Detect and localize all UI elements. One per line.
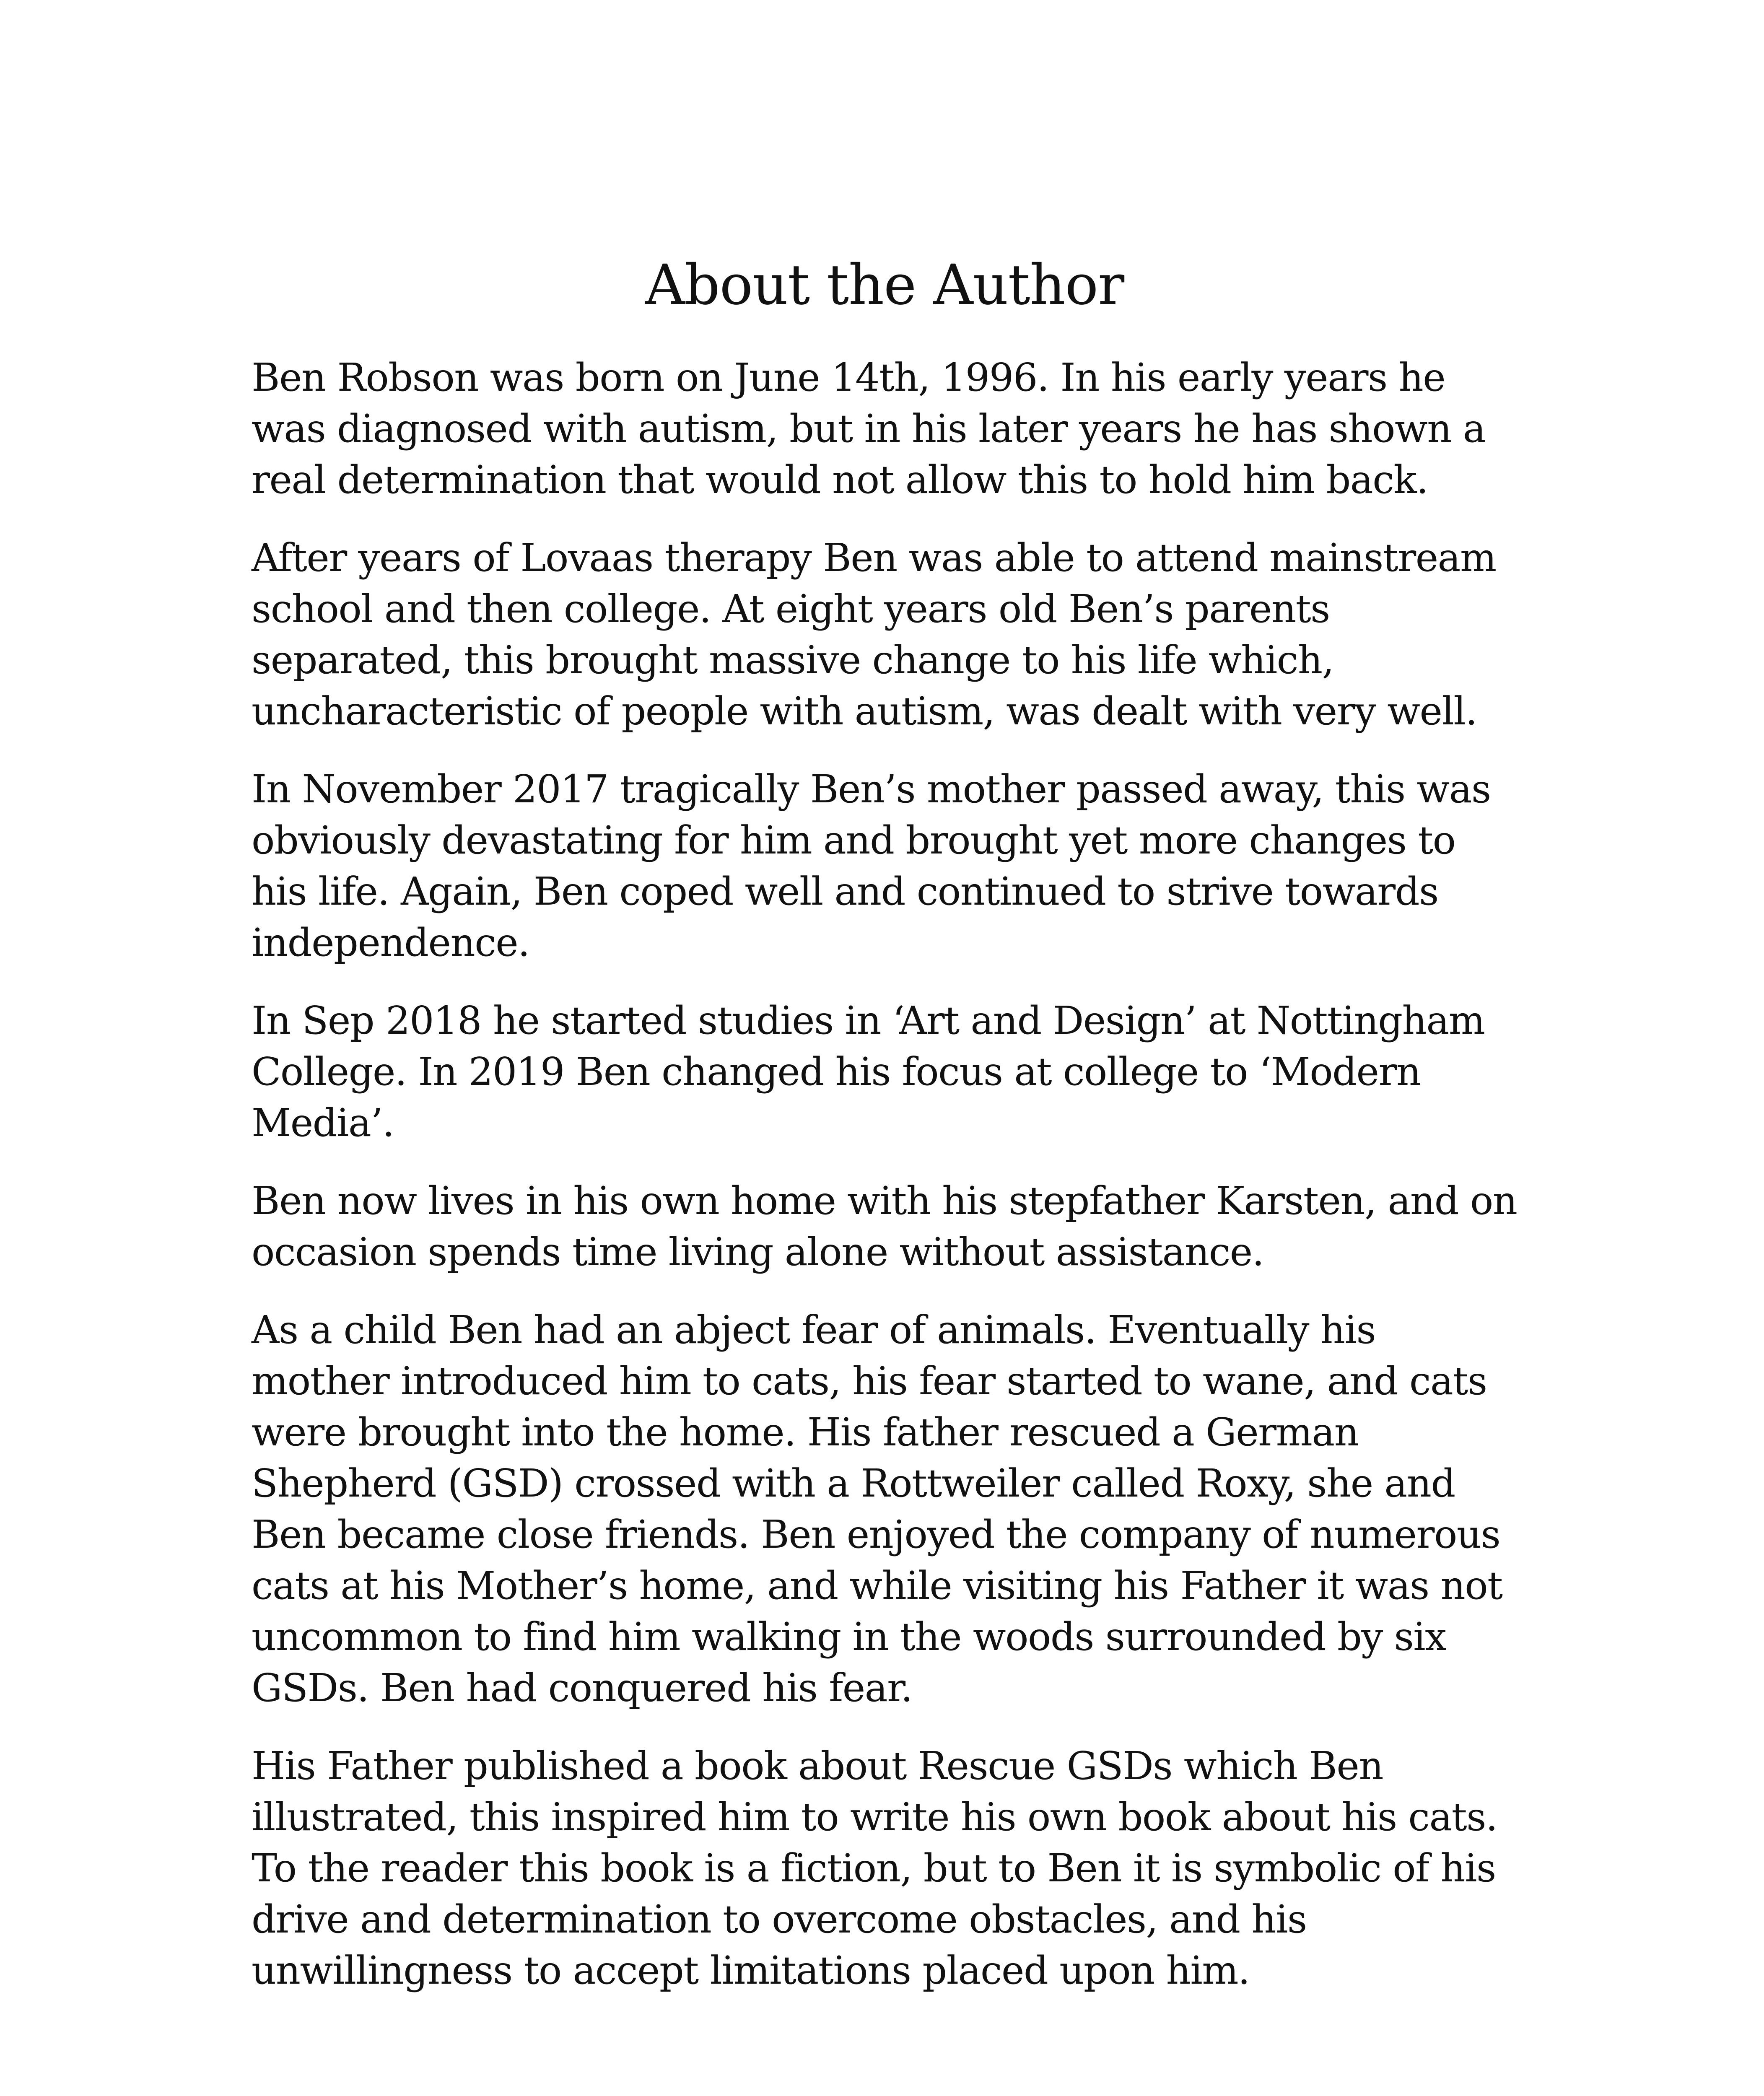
paragraph-therapy: After years of Lovaas therapy Ben was able to attend mainstream school and then college. At eight years old Ben’s parents separated, this brought massive change to his life which, uncharacteristic of people with autism, was dealt with very well. [252, 535, 1496, 734]
paragraph-mother: In November 2017 tragically Ben’s mother passed away, this was obviously devastating for him and brought yet more changes to his life. Again, Ben coped well and continued to strive towards independence. [252, 767, 1491, 965]
paragraph-animals: As a child Ben had an abject fear of animals. Eventually his mother introduced him to cats, his fear started to wane, and cats were brought into the home. His father rescued a German Shepherd (GSD) crossed with a Rottweiler called Roxy, she and Ben became close friends. Ben enjoyed the company of numerous cats at his Mother’s home, and while visiting his Father it was not uncommon to find him walking in the woods surrounded by six GSDs. Ben had conquered his fear. [252, 1307, 1502, 1710]
document-body [252, 247, 1518, 2023]
paragraph-college: In Sep 2018 he started studies in ‘Art and Design’ at Nottingham College. In 2019 Ben changed his focus at college to ‘Modern Media’. [252, 998, 1485, 1145]
page-title: About the Author [645, 253, 1124, 317]
paragraph-birth: Ben Robson was born on June 14th, 1996. In his early years he was diagnosed with autism, but in his later years he has shown a real determination that would not allow this to hold him back. [252, 355, 1486, 502]
paragraph-book: His Father published a book about Rescue GSDs which Ben illustrated, this inspired him to write his own book about his cats. To the reader this book is a fiction, but to Ben it is symbolic of his drive and determination to overcome obstacles, and his unwillingness to accept limitations placed upon him. [252, 1743, 1497, 1993]
paragraph-home: Ben now lives in his own home with his stepfather Karsten, and on occasion spends time living alone without assistance. [252, 1178, 1517, 1274]
